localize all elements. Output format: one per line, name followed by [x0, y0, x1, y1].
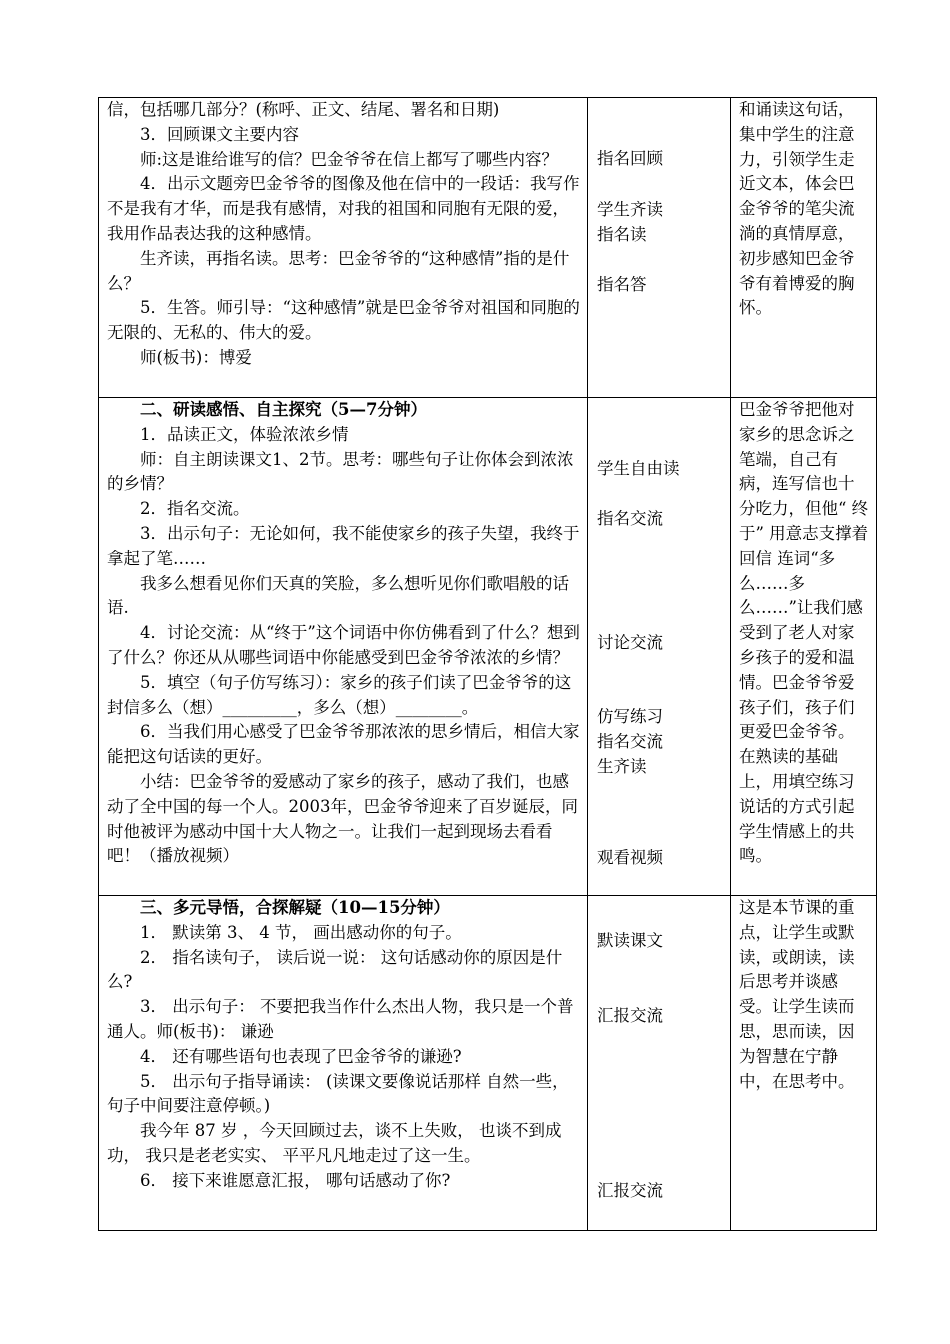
design-intent-cell — [731, 896, 877, 1231]
table-row — [99, 98, 877, 398]
design-intent-text: 这是本节课的重点，让学生或默读，或朗读，读后思考并谈感受。让学生读而思，思而读，因为智慧在宁静中，在思考中。 — [739, 898, 855, 1091]
design-intent-cell — [731, 98, 877, 398]
teaching-process-cell — [99, 98, 588, 398]
activity-label: 汇报交流 — [597, 1180, 663, 1200]
paragraph: 4．讨论交流：从“终于”这个词语中你仿佛看到了什么？想到了什么？你还从从哪些词语中你能感受到巴金爷爷浓浓的乡情？ — [107, 623, 580, 667]
activity-label: 汇报交流 — [597, 1005, 663, 1025]
paragraph: 师：自主朗读课文1、2节。思考：哪些句子让你体会到浓浓的乡情？ — [107, 449, 574, 494]
section-heading: 二、研读感悟、自主探究（5—7分钟） — [140, 400, 427, 419]
activity-label: 仿写练习 — [597, 707, 663, 727]
paragraph: 2． 指名读句子， 读后说一说： 这句话感动你的原因是什么? — [107, 947, 563, 992]
activity-label: 观看视频 — [597, 847, 663, 867]
paragraph: 师(板书)：博爱 — [140, 347, 252, 367]
lesson-plan-table — [98, 97, 877, 1231]
activity-label: 讨论交流 — [597, 632, 663, 652]
paragraph: 4． 还有哪些语句也表现了巴金爷爷的谦逊? — [140, 1046, 462, 1066]
teaching-process-cell — [99, 896, 588, 1231]
paragraph: 1． 默读第 3、 4 节， 画出感动你的句子。 — [140, 922, 462, 942]
paragraph: 我今年 87 岁 ，今天回顾过去，谈不上失败， 也谈不到成功， 我只是老老实实、 平平凡凡地走过了这一生。 — [107, 1121, 562, 1165]
activity-label: 指名交流 — [597, 732, 663, 752]
paragraph: 3． 出示句子： 不要把我当作什么杰出人物，我只是一个普通人。师(板书)： 谦逊 — [107, 997, 574, 1041]
activity-label: 指名交流 — [597, 508, 663, 528]
student-activity-cell — [588, 896, 731, 1231]
activity-label: 学生自由读 — [597, 459, 680, 478]
design-intent-text: 和诵读这句话，集中学生的注意力，引领学生走近文本，体会巴金爷爷的笔尖流淌的真情厚意，初步感知巴金爷爷有着博爱的胸怀。 — [739, 100, 855, 318]
activity-label: 指名读 — [597, 224, 647, 244]
paragraph: 3．出示句子：无论如何，我不能使家乡的孩子失望，我终于拿起了笔…… — [107, 523, 580, 568]
activity-label: 生齐读 — [597, 756, 647, 776]
table-row — [99, 896, 877, 1231]
design-intent-text: 巴金爷爷把他对家乡的思念诉之笔端，自己有病，连写信也十分吃力，但他“ 终于” 用意志支撑着回信 连词“多么……多么……”让我们感受到了老人对家乡孩子的爱和温情。巴金爷爷爱孩子们，孩子们更爱巴金爷爷。在熟读的基础上，用填空练习说话的方式引起学生情感上的共鸣。 — [739, 400, 869, 866]
paragraph: 小结：巴金爷爷的爱感动了家乡的孩子，感动了我们，也感动了全中国的每一个人。2003年，巴金爷爷迎来了百岁诞辰，同时他被评为感动中国十大人物之一。让我们一起到现场去看看吧！（播放视频） — [107, 771, 578, 866]
student-activity-cell — [588, 398, 731, 896]
paragraph: 生齐读，再指名读。思考：巴金爷爷的“这种感情”指的是什么？ — [107, 248, 570, 293]
paragraph: 2．指名交流。 — [140, 499, 250, 519]
paragraph: 6．当我们用心感受了巴金爷爷那浓浓的思乡情后，相信大家能把这句话读的更好。 — [107, 722, 580, 767]
teaching-process-cell — [99, 398, 588, 896]
activity-label: 学生齐读 — [597, 199, 663, 219]
paragraph: 5．填空（句子仿写练习）：家乡的孩子们读了巴金爷爷的这封信多么（想）_________，多么（想）________。 — [107, 672, 572, 717]
paragraph: 3．回顾课文主要内容 — [140, 124, 299, 144]
paragraph: 5． 出示句子指导诵读： (读课文要像说话那样 自然一些， 句子中间要注意停顿。) — [107, 1071, 569, 1116]
paragraph: 师:这是谁给谁写的信？巴金爷爷在信上都写了哪些内容？ — [140, 149, 559, 169]
paragraph: 6． 接下来谁愿意汇报， 哪句话感动了你? — [140, 1170, 451, 1190]
paragraph: 5．生答。师引导：“这种感情”就是巴金爷爷对祖国和同胞的无限的、无私的、伟大的爱。 — [107, 298, 580, 343]
paragraph: 信，包括哪几部分？(称呼、正文、结尾、署名和日期) — [107, 100, 500, 119]
activity-label: 指名答 — [597, 275, 647, 295]
paragraph: 4．出示文题旁巴金爷爷的图像及他在信中的一段话：我写作不是我有才华，而是我有感情，对我的祖国和同胞有无限的爱，我用作品表达我的这种感情。 — [107, 174, 580, 243]
table-row — [99, 398, 877, 896]
design-intent-cell — [731, 398, 877, 896]
section-heading: 三、多元导悟，合探解疑（10—15分钟） — [140, 898, 450, 917]
paragraph: 我多么想看见你们天真的笑脸，多么想听见你们歌唱般的话语. — [107, 573, 569, 618]
activity-label: 指名回顾 — [597, 149, 663, 168]
student-activity-cell — [588, 98, 731, 398]
activity-label: 默读课文 — [597, 931, 663, 950]
paragraph: 1．品读正文，体验浓浓乡情 — [140, 424, 349, 444]
